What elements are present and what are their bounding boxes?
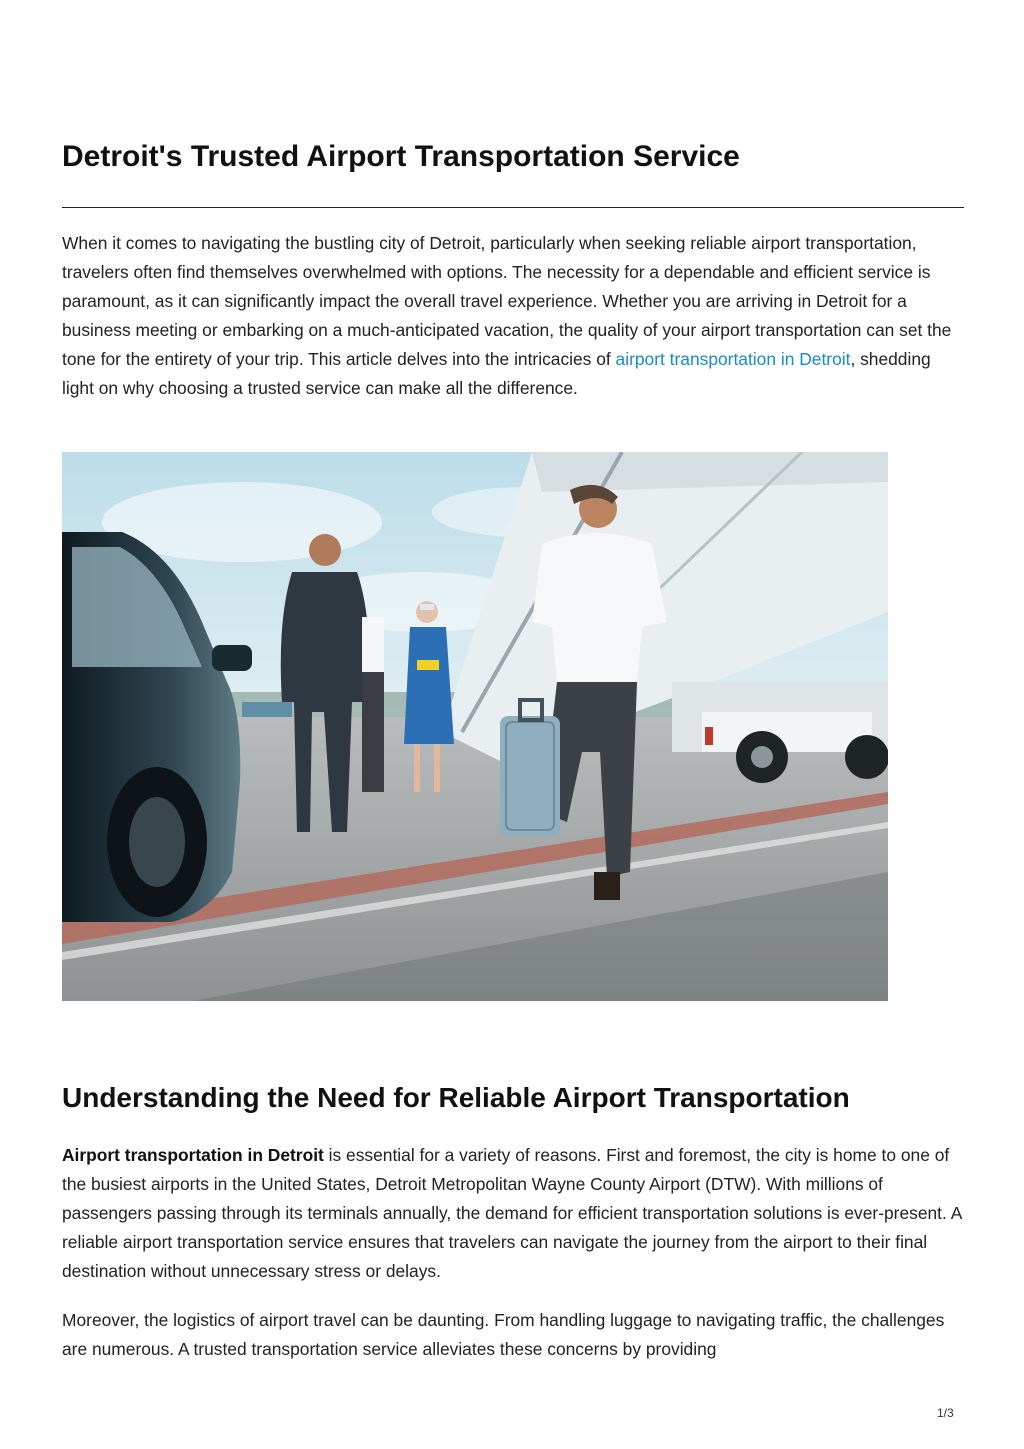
section-heading: Understanding the Need for Reliable Airport Transportation: [62, 1082, 850, 1113]
page-number: 1/3: [937, 1406, 954, 1420]
airport-transportation-link[interactable]: airport transportation in Detroit: [615, 349, 851, 369]
section-paragraph-2: Moreover, the logistics of airport travel can be daunting. From handling luggage to navigating traffic, the challenges are numerous. A trusted transportation service alleviates these concerns by providing: [62, 1310, 945, 1359]
title-divider: [62, 207, 964, 208]
intro-text-start: When it comes to navigating the bustling city of Detroit, particularly when seeking reliable airport transportation, travelers often find themselves overwhelmed with options. The necessity for a dependable and efficient service is paramount, as it can significantly impact the overall travel experience. Whether you are arriving in Detroit for a business meeting or embarking on a much-anticipated vacation, the quality of your airport transportation can set the tone for the entirety of your trip. This article delves into the intricacies of: [62, 233, 952, 369]
intro-text-end: , shedding light on why choosing a trusted service can make all the difference.: [62, 349, 931, 398]
bold-lead-text: Airport transportation in Detroit: [62, 1145, 324, 1165]
page-title: Detroit's Trusted Airport Transportation Service: [62, 140, 740, 173]
section-paragraph-1: [62, 1141, 967, 1286]
airport-photo: [62, 452, 888, 1001]
intro-paragraph: [62, 229, 967, 403]
section-paragraph-1-text: is essential for a variety of reasons. First and foremost, the city is home to one of the busiest airports in the United States, Detroit Metropolitan Wayne County Airport (DTW). With millions of passengers passing through its terminals annually, the demand for efficient transportation solutions is ever-present. A reliable airport transportation service ensures that travelers can navigate the journey from the airport to their final destination without unnecessary stress or delays.: [62, 1145, 962, 1281]
